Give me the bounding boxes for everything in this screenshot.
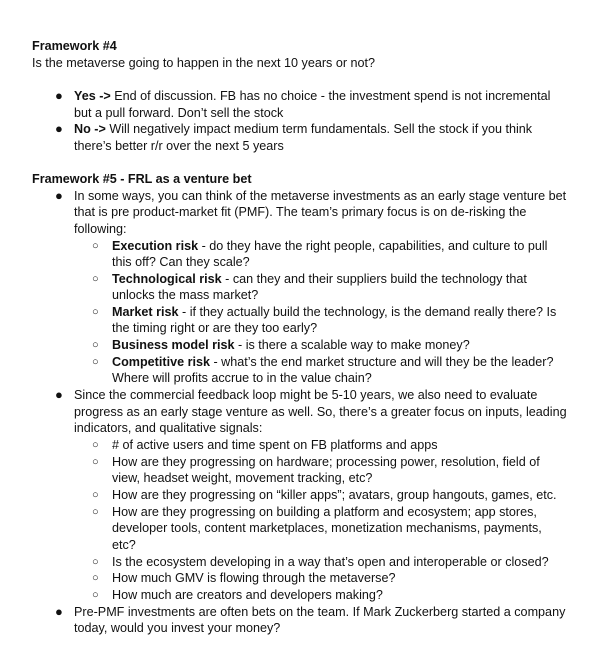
framework4-yes-line2: but a pull forward. Don’t sell the stock [74, 106, 284, 120]
business-model-risk-line1: Business model risk - is there a scalable way to make money? [112, 338, 470, 352]
bullet-disc-icon: ● [55, 188, 63, 203]
framework4-no-line2: there’s better r/r over the next 5 years [74, 139, 284, 153]
yes-label: Yes -> [74, 89, 111, 103]
signal-item: How are they progressing on “killer apps”; avatars, group hangouts, games, etc. [112, 488, 557, 502]
signal-item: How are they progressing on building a platform and ecosystem; app stores, [112, 505, 537, 519]
execution-risk-line1: Execution risk - do they have the right people, capabilities, and culture to pull [112, 239, 548, 253]
bullet-disc-icon: ● [55, 604, 63, 619]
bullet-circle-icon: ○ [92, 240, 99, 252]
bullet-disc-icon: ● [55, 387, 63, 402]
bullet-circle-icon: ○ [92, 456, 99, 468]
framework4-yes-line1: Yes -> End of discussion. FB has no choice - the investment spend is not incremental [74, 89, 551, 103]
market-risk-line1: Market risk - if they actually build the technology, is the demand really there? Is [112, 305, 557, 319]
bullet-disc-icon: ● [55, 88, 63, 103]
signal-item: Is the ecosystem developing in a way that’s open and interoperable or closed? [112, 555, 549, 569]
framework5-title: Framework #5 - FRL as a venture bet [32, 172, 252, 186]
execution-risk-line2: this off? Can they scale? [112, 255, 250, 269]
bullet-circle-icon: ○ [92, 572, 99, 584]
venture-bet-line3: following: [74, 222, 127, 236]
signal-item: # of active users and time spent on FB platforms and apps [112, 438, 438, 452]
bullet-disc-icon: ● [55, 121, 63, 136]
framework4-no-line1: No -> Will negatively impact medium term fundamentals. Sell the stock if you think [74, 122, 533, 136]
signal-item: How are they progressing on hardware; processing power, resolution, field of [112, 455, 540, 469]
competitive-risk-line2: Where will profits accrue to in the value chain? [112, 371, 372, 385]
bullet-circle-icon: ○ [92, 273, 99, 285]
feedback-loop-line1: Since the commercial feedback loop might be 5-10 years, we also need to evaluate [74, 388, 538, 402]
signal-item: view, headset weight, movement tracking, etc? [112, 471, 373, 485]
technological-risk-line1: Technological risk - can they and their suppliers build the technology that [112, 272, 527, 286]
bullet-circle-icon: ○ [92, 589, 99, 601]
signal-item: How much are creators and developers making? [112, 588, 383, 602]
signal-item: How much GMV is flowing through the metaverse? [112, 571, 396, 585]
venture-bet-line1: In some ways, you can think of the metaverse investments as an early stage venture bet [74, 189, 567, 203]
competitive-risk-line1: Competitive risk - what’s the end market structure and will they be the leader? [112, 355, 554, 369]
feedback-loop-line3: indicators, and qualitative signals: [74, 421, 263, 435]
framework4-title: Framework #4 [32, 39, 117, 53]
bullet-circle-icon: ○ [92, 339, 99, 351]
bullet-circle-icon: ○ [92, 439, 99, 451]
feedback-loop-line2: progress as an early stage venture as well. So, there’s a greater focus on inputs, leading [74, 405, 567, 419]
bullet-circle-icon: ○ [92, 306, 99, 318]
bullet-circle-icon: ○ [92, 489, 99, 501]
bullet-circle-icon: ○ [92, 506, 99, 518]
signal-item: etc? [112, 538, 136, 552]
no-label: No -> [74, 122, 106, 136]
framework4-question: Is the metaverse going to happen in the next 10 years or not? [32, 56, 376, 70]
bullet-circle-icon: ○ [92, 556, 99, 568]
technological-risk-line2: unlocks the mass market? [112, 288, 259, 302]
pre-pmf-line1: Pre-PMF investments are often bets on the team. If Mark Zuckerberg started a company [74, 605, 566, 619]
bullet-circle-icon: ○ [92, 356, 99, 368]
market-risk-line2: the timing right or are they too early? [112, 321, 318, 335]
signal-item: developer tools, content marketplaces, monetization mechanisms, payments, [112, 521, 542, 535]
venture-bet-line2: that is pre product-market fit (PMF). The team’s primary focus is on de-risking the [74, 205, 527, 219]
pre-pmf-line2: today, would you invest your money? [74, 621, 281, 635]
